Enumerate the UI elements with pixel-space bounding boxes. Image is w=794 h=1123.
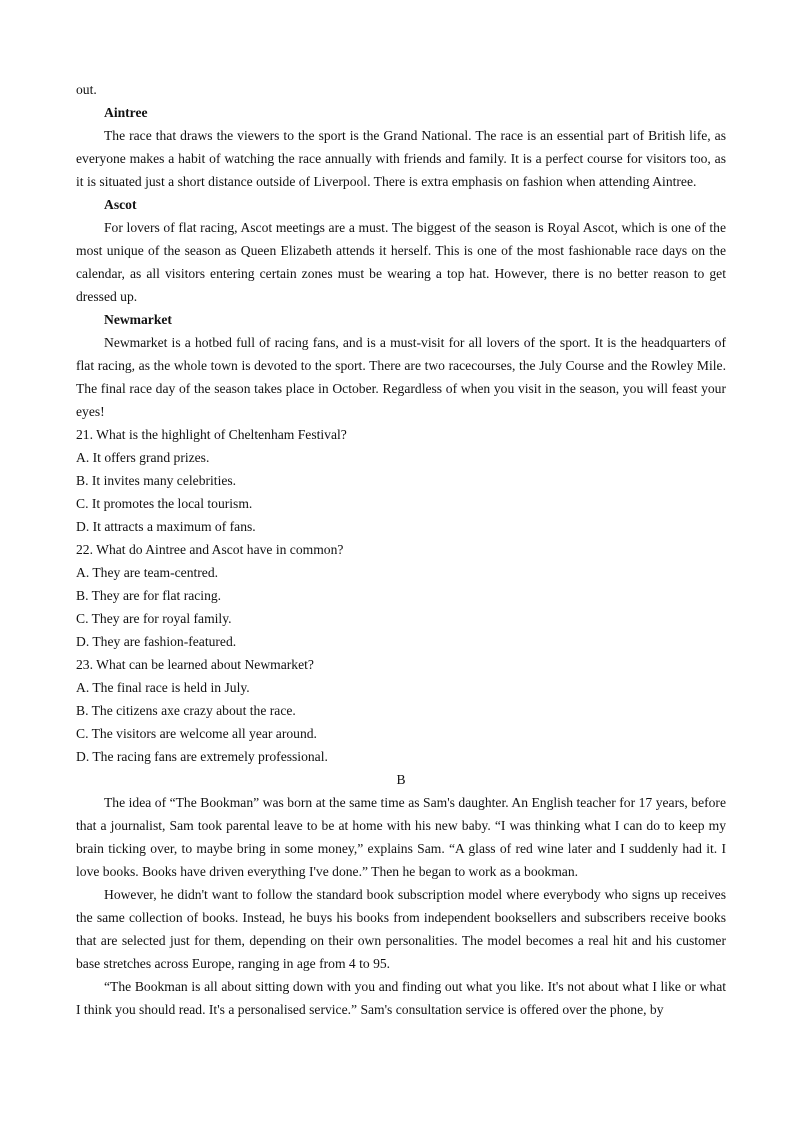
question-21 [76, 423, 726, 538]
option-a: A. It offers grand prizes. [76, 450, 210, 465]
option-d: D. The racing fans are extremely professional. [76, 749, 328, 764]
question-23 [76, 653, 726, 768]
continued-text: out. [76, 82, 97, 97]
section-heading: Aintree [104, 105, 148, 120]
option-a: A. They are team-centred. [76, 565, 219, 580]
option-b: B. They are for flat racing. [76, 588, 222, 603]
option-a: A. The final race is held in July. [76, 680, 250, 695]
question-stem: 22. What do Aintree and Ascot have in common? [76, 542, 344, 557]
passage-paragraph: However, he didn't want to follow the standard book subscription model where everybody who signs up receives the same collection of books. Instead, he buys his books from independent booksellers and subscribers receive books that are selected just for them, depending on their own personalities. The model becomes a real hit and his customer base stretches across Europe, ranging in age from 4 to 95. [76, 887, 726, 971]
passage-label: B [396, 772, 406, 787]
section-newmarket [76, 308, 726, 423]
option-c: C. They are for royal family. [76, 611, 232, 626]
option-b: B. It invites many celebrities. [76, 473, 237, 488]
passage-a [76, 101, 726, 423]
question-stem: 21. What is the highlight of Cheltenham Festival? [76, 427, 347, 442]
section-text: Newmarket is a hotbed full of racing fans, and is a must-visit for all lovers of the sport. It is the headquarters of flat racing, as the whole town is devoted to the sport. There are two racecourses, the July Course and the Rowley Mile. The final race day of the season takes place in October. Regardless of when you visit in the season, you will feast your eyes! [76, 335, 726, 419]
passage-paragraph: “The Bookman is all about sitting down with you and finding out what you like. It's not about what I like or what I think you should read. It's a personalised service.” Sam's consultation service is offered over the phone, by [76, 979, 726, 1017]
option-c: C. It promotes the local tourism. [76, 496, 253, 511]
section-heading: Newmarket [104, 312, 172, 327]
option-b: B. The citizens axe crazy about the race. [76, 703, 296, 718]
option-d: D. They are fashion-featured. [76, 634, 237, 649]
question-stem: 23. What can be learned about Newmarket? [76, 657, 314, 672]
section-text: For lovers of flat racing, Ascot meetings are a must. The biggest of the season is Royal Ascot, which is one of the most unique of the season as Queen Elizabeth attends it herself. This is one of the most fashionable race days on the calendar, as all visitors entering certain zones must be wearing a top hat. However, there is no better reason to get dressed up. [76, 220, 726, 304]
question-22 [76, 538, 726, 653]
passage-b [76, 768, 726, 1021]
document-page [76, 78, 726, 1021]
option-d: D. It attracts a maximum of fans. [76, 519, 256, 534]
section-heading: Ascot [104, 197, 137, 212]
section-aintree [76, 101, 726, 193]
section-ascot [76, 193, 726, 308]
section-text: The race that draws the viewers to the sport is the Grand National. The race is an essential part of British life, as everyone makes a habit of watching the race annually with friends and family. It is a perfect course for visitors too, as it is situated just a short distance outside of Liverpool. There is extra emphasis on fashion when attending Aintree. [76, 128, 726, 189]
option-c: C. The visitors are welcome all year around. [76, 726, 317, 741]
passage-paragraph: The idea of “The Bookman” was born at the same time as Sam's daughter. An English teacher for 17 years, before that a journalist, Sam took parental leave to be at home with his new baby. “I was thinking what I can do to keep my brain ticking over, to maybe bring in some money,” explains Sam. “A glass of red wine later and I suddenly had it. I love books. Books have driven everything I've done.” Then he began to work as a bookman. [76, 795, 726, 879]
